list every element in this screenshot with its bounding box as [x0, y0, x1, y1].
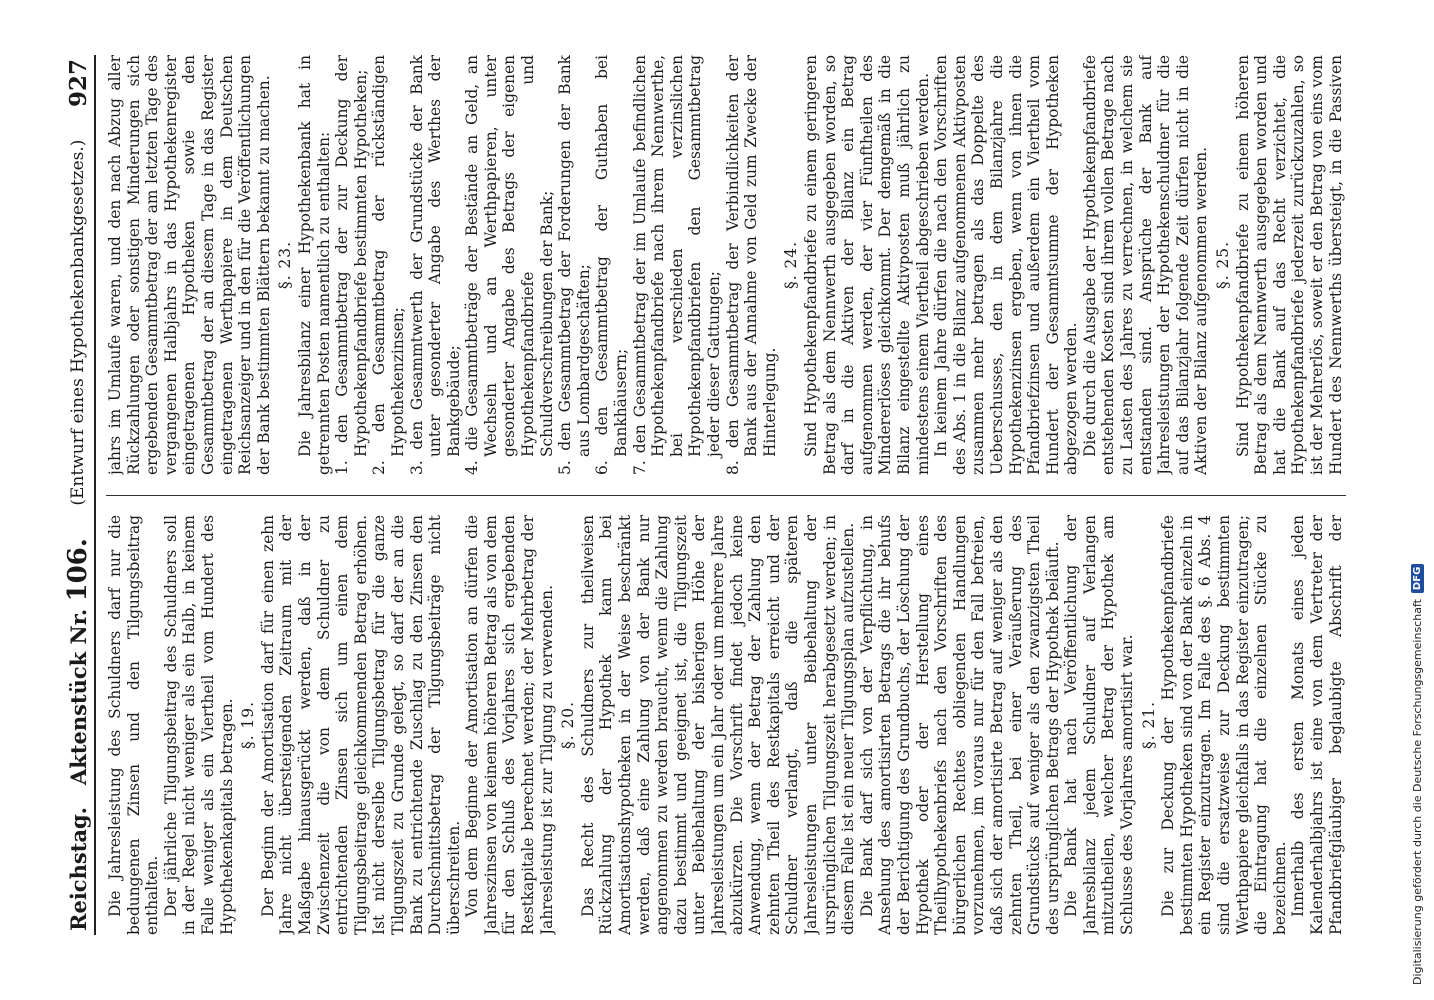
section-heading: §. 19. [239, 701, 258, 749]
paragraph: Die Bank hat nach Veröffentlichung der Jahresbilanz jedem Schuldner auf Verlangen mitzutheilen, welcher Betrag der Hypothek am Schlusse des Vorjahres amortisirt war. [1062, 515, 1137, 935]
paragraph: Sind Hypothekenpfandbriefe zu einem höheren Betrag als dem Nennwerth ausgegeben worden und hat die Bank auf das Recht verzichtet, die Hypothekenpfandbriefe jederzeit zurückzuzahlen, so ist der Mehrerlös, soweit er den Betrag von eins vom Hundert des Nennwerths übersteigt, in die Passiven [1233, 55, 1345, 475]
funding-credit-text: Digitalisierung gefördert durch die Deutsche Forschungsgemeinschaft [1411, 599, 1424, 985]
header-reichstag: Reichstag. [66, 807, 91, 931]
header-law-title: (Entwurf eines Hypothekenbankgesetzes.) [68, 139, 88, 506]
list-item: 1. den Gesammtbetrag der zur Deckung der Hypothekenpfandbriefe bestimmten Hypotheken; [333, 55, 370, 475]
section-heading: §. 20. [559, 701, 578, 749]
list-item: 5. den Gesammtbetrag der Forderungen der Bank aus Lombardgeschäften; [556, 55, 593, 475]
list-item: 3. den Gesammtwerth der Grundstücke der Bank unter gesonderter Angabe des Werthes der Bankgebäude; [407, 55, 463, 475]
header-doc-label: Aktenstück Nr. [66, 608, 91, 786]
text-column-right [106, 55, 1346, 475]
page-number: 927 [64, 59, 92, 108]
section-heading: §. 25. [1214, 241, 1233, 289]
column-divider [106, 495, 1346, 496]
list-item: 7. den Gesammtbetrag der im Umlaufe befindlichen Hypothekenpfandbriefe nach ihrem Nennwerthe, bei verschieden verzinslichen Hypothekenpfandbriefen den Gesammtbetrag jeder dieser Gattungen; [630, 55, 723, 475]
list-item: 2. den Gesammtbetrag der rückständigen Hypothekenzinsen; [370, 55, 407, 475]
paragraph: Von dem Beginne der Amortisation an dürfen die Jahreszinsen von keinem höheren Betrag als von dem für den Schluß des Vorjahres sich ergebenden Restkapitale berechnet werden; der Mehrbetrag der Jahresleistung ist zur Tilgung zu verwenden. [463, 515, 556, 935]
header-title [63, 538, 93, 931]
list-item: 8. den Gesammtbetrag der Verbindlichkeiten der Bank aus der Annahme von Geld zum Zwecke der Hinterlegung. [723, 55, 779, 475]
section-heading: §. 23. [276, 241, 295, 289]
paragraph: Die Jahresleistung des Schuldners darf nur die bedungenen Zinsen und den Tilgungsbeitrag enthalten. [106, 515, 162, 935]
paragraph-continued: jahrs im Umlaufe waren, und den nach Abzug aller Rückzahlungen oder sonstigen Minderungen sich ergebenden Gesammtbetrag der am letzten Tage des vergangenen Halbjahrs in das Hypothekenregister eingetragenen Hypotheken sowie den Gesammtbetrag der an diesem Tage in das Register eingetragenen Werthpapiere in dem Deutschen Reichsanzeiger und in den für die Veröffentlichungen der Bank bestimmten Blättern bekannt zu machen. [106, 55, 273, 475]
paragraph: Die Jahresbilanz einer Hypothekenbank hat in getrennten Posten namentlich zu enthalten: [295, 55, 333, 475]
list-item: 6. den Gesammtbetrag der Guthaben bei Bankhäusern; [593, 55, 631, 475]
rotated-document-page [62, 55, 1352, 935]
section-heading: §. 24. [782, 241, 801, 289]
digitization-note [1411, 564, 1424, 985]
paragraph: Das Recht des Schuldners zur theilweisen Rückzahlung der Hypothek kann bei Amortisationshypotheken in der Weise beschränkt werden, daß eine Zahlung von der Bank nur angenommen zu werden braucht, wenn die Zahlung dazu bestimmt und geeignet ist, die Tilgungszeit unter Beibehaltung der bisherigen Höhe der Jahresleistungen um ein Jahr oder um mehrere Jahre abzukürzen. Die Vorschrift findet jedoch keine Anwendung, wenn der Betrag der Zahlung den zehnten Theil des Restkapitals erreicht und der Schuldner verlangt, daß die späteren Jahresleistungen unter Beibehaltung der ursprünglichen Tilgungszeit herabgesetzt werden; in diesem Falle ist ein neuer Tilgungsplan aufzustellen. [578, 515, 858, 935]
paragraph: Der Beginn der Amortisation darf für einen zehn Jahre nicht übersteigenden Zeitraum mit der Maßgabe hinausgerückt werden, daß in der Zwischenzeit die von dem Schuldner zu entrichtenden Zinsen sich um einen dem Tilgungsbeitrage gleichkommenden Betrag erhöhen. Ist nicht derselbe Tilgungsbetrag für die ganze Tilgungszeit zu Grunde gelegt, so darf der an die Bank zu entrichtende Zuschlag zu den Zinsen den Durchschnittsbetrag der Tilgungsbeiträge nicht überschreiten. [258, 515, 463, 935]
paragraph: Sind Hypothekenpfandbriefe zu einem geringeren Betrag als dem Nennwerth ausgegeben worden, so darf in die Aktiven der Bilanz ein Betrag aufgenommen werden, der vier Fünftheilen des Mindererlöses gleichkommt. Der demgemäß in die Bilanz eingestellte Aktivposten muß jährlich zu mindestens einem Viertheil abgeschrieben werden. [801, 55, 932, 475]
text-column-left [106, 515, 1346, 935]
paragraph: Die zur Deckung der Hypothekenpfandbriefe bestimmten Hypotheken sind von der Bank einzeln in ein Register einzutragen. Im Falle des §. 6 Abs. 4 sind die ersatzweise zur Deckung bestimmten Werthpapiere gleichfalls in das Register einzutragen; die Eintragung hat die einzelnen Stücke zu bezeichnen. [1159, 515, 1289, 935]
paragraph: In keinem Jahre dürfen die nach den Vorschriften des Abs. 1 in die Bilanz aufgenommenen Aktivposten zusammen mehr betragen als das Doppelte des Ueberschusses, den in dem Bilanzjahre die Hypothekenzinsen ergeben, wenn von ihnen die Pfandbriefzinsen und außerdem ein Viertheil vom Hundert der Gesammtsumme der Hypotheken abgezogen werden. [932, 55, 1081, 475]
list-item: 4. die Gesammtbeträge der Bestände an Geld, an Wechseln und an Werthpapieren, unter gesonderter Angabe des Betrags der eigenen Hypothekenpfandbriefe und Schuldverschreibungen der Bank; [463, 55, 556, 475]
paragraph: Der jährliche Tilgungsbeitrag des Schuldners soll in der Regel nicht weniger als ein Halb, in keinem Falle weniger als ein Viertheil vom Hundert des Hypothekenkapitals betragen. [161, 515, 236, 935]
page-header [62, 55, 96, 935]
header-doc-number: 106. [63, 538, 93, 602]
paragraph: Innerhalb des ersten Monats eines jeden Kalenderhalbjahrs ist eine von dem Vertreter der Pfandbriefgläubiger beglaubigte Abschrift der [1289, 515, 1345, 935]
paragraph: Die durch die Ausgabe der Hypothekenpfandbriefe entstehenden Kosten sind ihrem vollen Betrage nach zu Lasten des Jahres zu verrechnen, in welchem sie entstanden sind. Ansprüche der Bank auf Jahresleistungen der Hypothekenschuldner für die auf das Bilanzjahr folgende Zeit dürfen nicht in die Aktiven der Bilanz aufgenommen werden. [1080, 55, 1211, 475]
dfg-logo: DFG [1411, 564, 1424, 593]
paragraph: Die Bank darf sich von der Verpflichtung, in Ansehung des amortisirten Betrags die ihr behufs der Berichtigung des Grundbuchs, der Löschung der Hypothek oder der Herstellung eines Theilhypothekenbriefs nach den Vorschriften des bürgerlichen Rechtes obliegenden Handlungen vorzunehmen, im voraus nur für den Fall befreien, daß sich der amortisirte Betrag auf weniger als den zehnten Theil, bei einer Veräußerung des Grundstücks auf weniger als den zwanzigsten Theil des ursprünglichen Betrags der Hypothek beläuft. [857, 515, 1062, 935]
section-heading: §. 21. [1139, 701, 1158, 749]
